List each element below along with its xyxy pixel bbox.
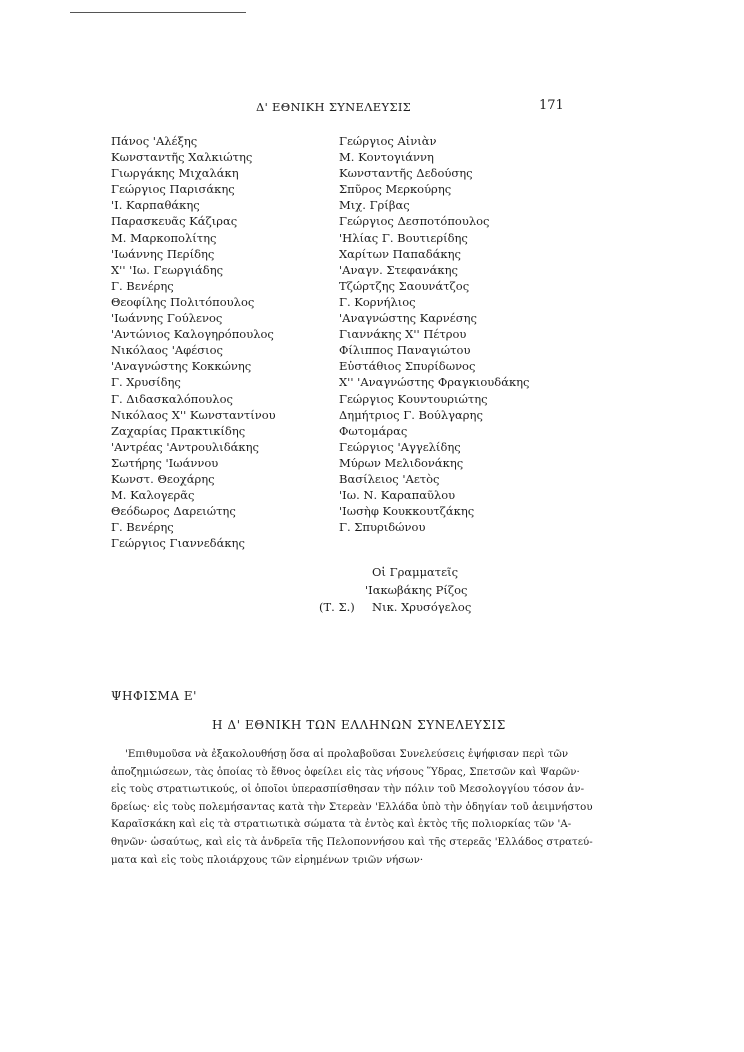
- paragraph-line: δρείως· εἰς τοὺς πολεμήσαντας κατὰ τὴν Στερεὰν 'Ελλάδα ὑπὸ τὴν ὁδηγίαν τοῦ ἀειμνήστου: [111, 801, 593, 813]
- signatory-name: Εὐστάθιος Σπυρίδωνος: [339, 359, 476, 374]
- signatory-name: 'Ηλίας Γ. Βουτιερίδης: [339, 230, 468, 245]
- signatory-name: Θεόδωρος Δαρειώτης: [111, 504, 236, 519]
- signatory-name: Σπῦρος Μερκούρης: [339, 182, 452, 197]
- signatory-name: Φίλιππος Παναγιώτου: [339, 343, 471, 358]
- signatory-name: Ζαχαρίας Πρακτικίδης: [111, 423, 246, 438]
- signatory-name: Δημήτριος Γ. Βούλγαρης: [339, 407, 483, 422]
- paragraph-line: ματα καὶ εἰς τοὺς πλοιάρχους τῶν εἰρημένων τριῶν νήσων·: [111, 854, 424, 866]
- decree-title: ΨΗΦΙΣΜΑ Ε': [111, 689, 197, 703]
- signatory-name: Σωτήρης 'Ιωάννου: [111, 455, 219, 470]
- signatory-name: Γεώργιος Γιαννεδάκης: [111, 536, 245, 551]
- paragraph-line: εἰς τοὺς στρατιωτικούς, οἱ ὁποῖοι ὑπερασπίσθησαν τὴν πόλιν τοῦ Μεσολογγίου τόσον ἀν-: [111, 784, 585, 796]
- signatory-name: Γεώργιος Κουντουριώτης: [339, 391, 488, 406]
- secretary-name-1: 'Ιακωβάκης Ρίζος: [365, 583, 468, 597]
- signatory-name: Γ. Διδασκαλόπουλος: [111, 391, 233, 406]
- signatory-name: Μ. Κοντογιάννη: [339, 150, 434, 165]
- signatory-name: Πάνος 'Αλέξης: [111, 134, 198, 148]
- secretaries-heading: Οἱ Γραμματεῖς: [372, 565, 459, 579]
- signatory-name: 'Ιωάννης Γούλενος: [111, 311, 223, 326]
- paragraph-line: 'Επιθυμοῦσα νὰ ἐξακολουθήσῃ ὅσα αἱ προλαβοῦσαι Συνελεύσεις ἐψήφισαν περὶ τῶν: [125, 749, 569, 760]
- paragraph-line: Καραϊσκάκη καὶ εἰς τὰ στρατιωτικὰ σώματα τὰ ἐντὸς καὶ ἐκτὸς τῆς πολιορκίας τῶν 'Α-: [111, 819, 572, 831]
- signatory-name: Τζώρτζης Σαουνάτζος: [339, 278, 470, 293]
- signatory-name: Γεώργιος Δεσποτόπουλος: [339, 214, 490, 229]
- secretary-name-2: Νικ. Χρυσόγελος: [372, 600, 472, 614]
- assembly-heading: Η Δ' ΕΘΝΙΚΗ ΤΩΝ ΕΛΛΗΝΩΝ ΣΥΝΕΛΕΥΣΙΣ: [212, 718, 506, 732]
- signatory-name: Χαρίτων Παπαδάκης: [339, 246, 461, 261]
- signatory-name: Φωτομάρας: [339, 423, 408, 438]
- decree-paragraph: [111, 746, 631, 869]
- paragraph-line: θηνῶν· ὡσαύτως, καὶ εἰς τὰ ἀνδρεῖα τῆς Πελοποννήσου καὶ τῆς στερεᾶς 'Ελλάδος στρατεύ-: [111, 836, 593, 848]
- signatory-name: Γ. Σπυριδώνου: [339, 520, 426, 535]
- seal-mark: (Τ. Σ.): [319, 600, 355, 614]
- signatory-name: Γ. Χρυσίδης: [111, 375, 181, 390]
- signatory-name: Θεοφίλης Πολιτόπουλος: [111, 294, 255, 309]
- signatory-name: Γεώργιος Παρισάκης: [111, 182, 235, 197]
- signatory-name: 'Αντρέας 'Αντρουλιδάκης: [111, 439, 259, 454]
- signatory-name: 'Αναγνώστης Καρνέσης: [339, 311, 477, 326]
- signatory-name: Μ. Καλογερᾶς: [111, 488, 195, 503]
- signatory-name: 'Ιωσὴφ Κουκκουτζάκης: [339, 504, 475, 519]
- running-head: Δ' ΕΘΝΙΚΗ ΣΥΝΕΛΕΥΣΙΣ: [256, 100, 412, 114]
- signatory-name: Γεώργιος Αἰνιὰν: [339, 134, 437, 148]
- signatory-name: Γ. Κορνήλιος: [339, 294, 416, 309]
- signatory-name: Μιχ. Γρίβας: [339, 198, 410, 213]
- signatory-name: Νικόλαος 'Αφέσιος: [111, 343, 223, 358]
- signatories-left-column: [111, 133, 276, 551]
- page-number: 171: [539, 98, 564, 113]
- signatory-name: Βασίλειος 'Αετὸς: [339, 471, 440, 486]
- signatory-name: 'Αναγνώστης Κοκκώνης: [111, 359, 252, 374]
- signatory-name: Γ. Βενέρης: [111, 278, 174, 293]
- signatory-name: 'Αντώνιος Καλογηρόπουλος: [111, 327, 274, 342]
- signatory-name: Χ'' 'Ιω. Γεωργιάδης: [111, 262, 224, 277]
- signatory-name: Γεώργιος 'Αγγελίδης: [339, 439, 461, 454]
- signatory-name: Κωνσταντῆς Δεδούσης: [339, 166, 473, 181]
- paragraph-line: ἀποζημιώσεων, τὰς ὁποίας τὸ ἔθνος ὀφείλει εἰς τὰς νήσους Ὕδρας, Σπετσῶν καὶ Ψαρῶν·: [111, 766, 580, 778]
- signatories-right-column: [339, 133, 529, 535]
- signatory-name: Κωνστ. Θεοχάρης: [111, 471, 215, 486]
- signatory-name: Γιωργάκης Μιχαλάκη: [111, 166, 239, 181]
- signatory-name: Γιαννάκης Χ'' Πέτρου: [339, 327, 467, 342]
- signatory-name: 'Αναγν. Στεφανάκης: [339, 262, 458, 277]
- signatory-name: Γ. Βενέρης: [111, 520, 174, 535]
- signatory-name: Μύρων Μελιδονάκης: [339, 455, 464, 470]
- signatory-name: 'Ιωάννης Περίδης: [111, 246, 215, 261]
- signatory-name: Μ. Μαρκοπολίτης: [111, 230, 217, 245]
- signatory-name: Νικόλαος Χ'' Κωνσταντίνου: [111, 407, 276, 422]
- signatory-name: Παρασκευᾶς Κάζιρας: [111, 214, 238, 229]
- signatory-name: Κωνσταντῆς Χαλκιώτης: [111, 150, 253, 165]
- signatory-name: Χ'' 'Αναγνώστης Φραγκιουδάκης: [339, 375, 530, 390]
- top-rule: [70, 12, 246, 13]
- signatory-name: 'Ι. Καρπαθάκης: [111, 198, 200, 213]
- signatory-name: 'Ιω. Ν. Καραπαῦλου: [339, 488, 456, 503]
